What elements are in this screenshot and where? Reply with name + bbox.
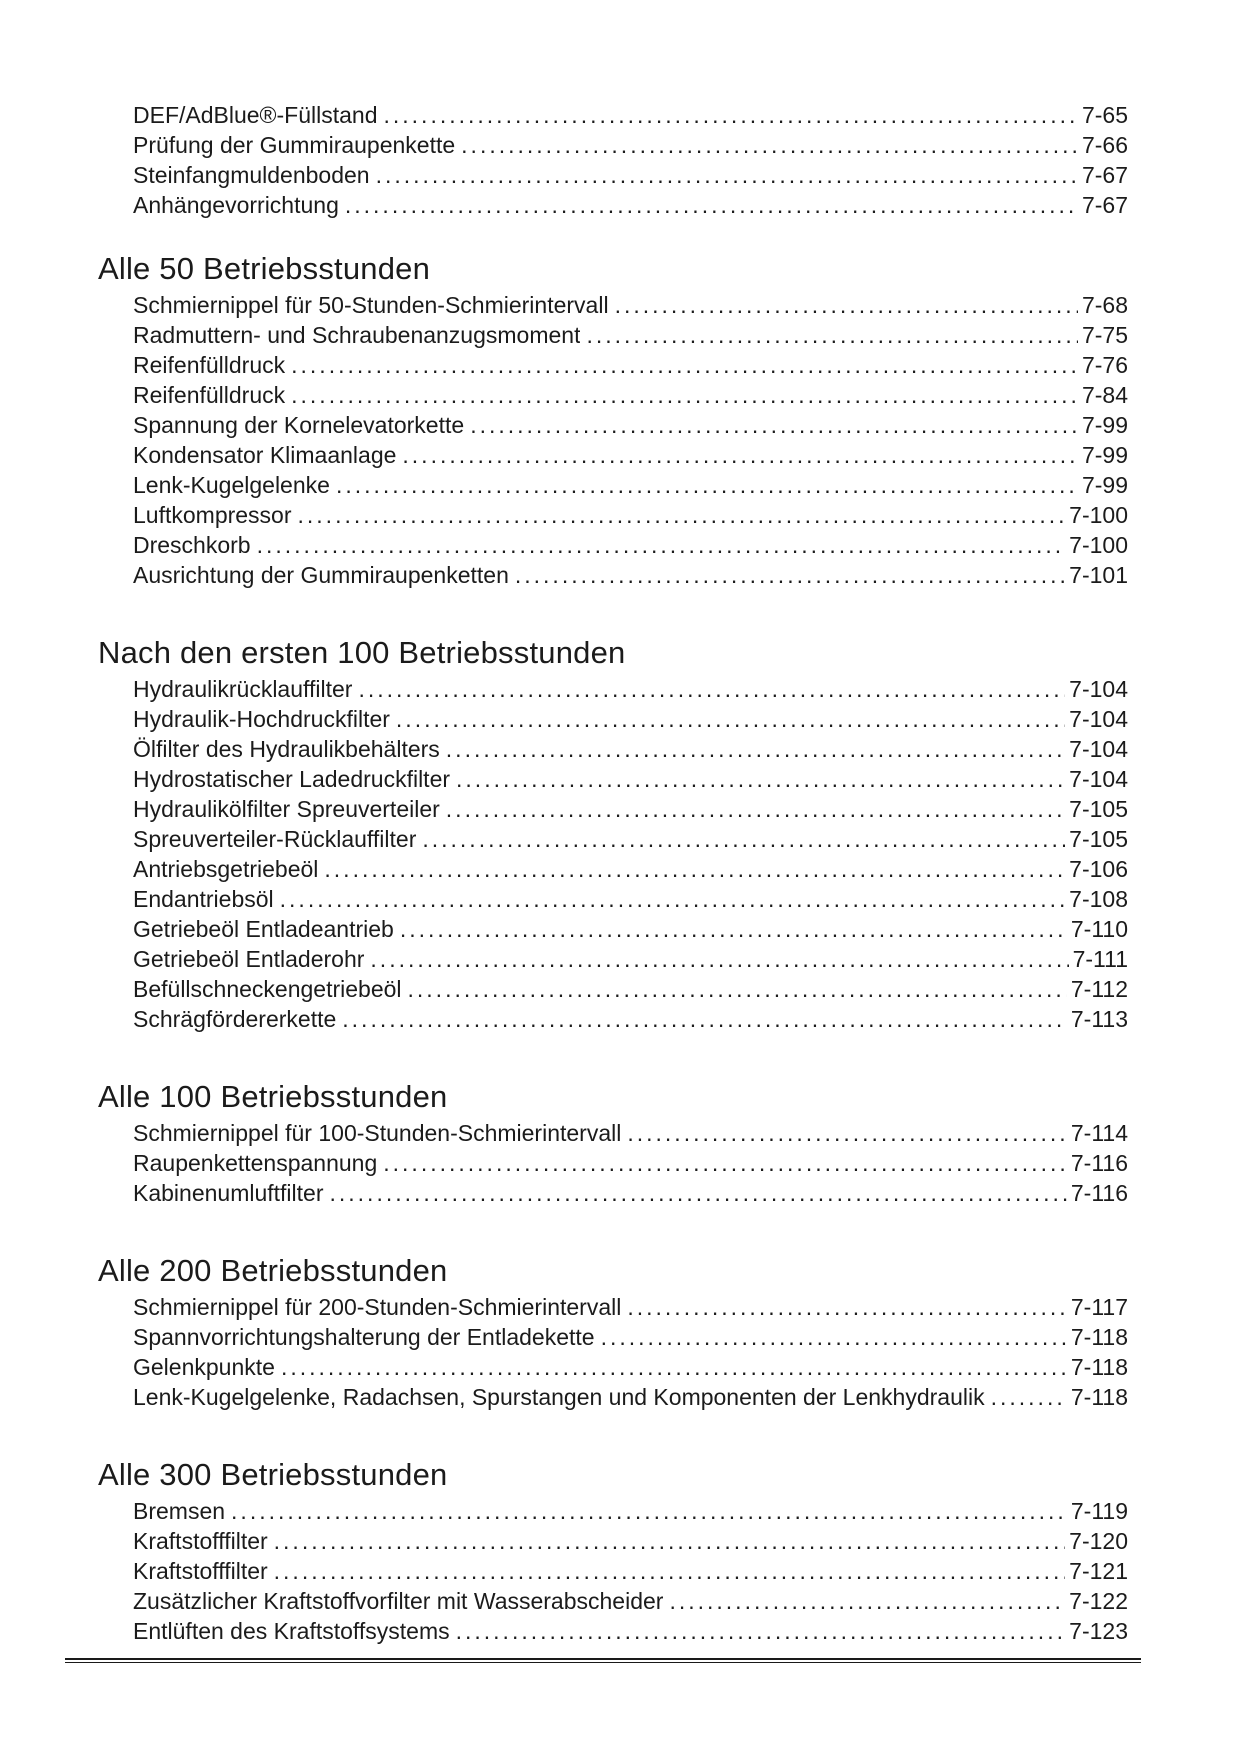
toc-entry-label: Luftkompressor <box>133 502 292 528</box>
toc-entry-label: Steinfangmuldenboden <box>133 162 370 188</box>
toc-entry-label: Prüfung der Gummiraupenkette <box>133 132 456 158</box>
toc-entry <box>98 1382 1128 1412</box>
toc-entry <box>98 440 1128 470</box>
toc-entry-page: 7-110 <box>1070 916 1128 942</box>
toc-entry-page: 7-100 <box>1069 502 1128 528</box>
toc-entry <box>98 1292 1128 1322</box>
dot-leader <box>515 560 1065 590</box>
toc-entry-label: Kabinenumluftfilter <box>133 1180 324 1206</box>
toc-entry-label: Getriebeöl Entladeantrieb <box>133 916 394 942</box>
dot-leader <box>400 914 1067 944</box>
dot-leader <box>627 1292 1067 1322</box>
toc-entry-label: Schrägfördererkette <box>133 1006 337 1032</box>
toc-entry-label: Dreschkorb <box>133 532 251 558</box>
toc-entry-label: Antriebsgetriebeöl <box>133 856 319 882</box>
toc-entry-page: 7-117 <box>1070 1294 1128 1320</box>
dot-leader <box>298 500 1066 530</box>
toc-entry <box>98 470 1128 500</box>
toc-entry <box>98 1322 1128 1352</box>
toc-entry-label: Reifenfülldruck <box>133 382 286 408</box>
dot-leader <box>370 944 1068 974</box>
toc-entry <box>98 160 1128 190</box>
toc-entry <box>98 1586 1128 1616</box>
toc-entry-label: DEF/AdBlue®-Füllstand <box>133 102 378 128</box>
toc-entry <box>98 320 1128 350</box>
toc-entry <box>98 734 1128 764</box>
toc-entry-label: Kraftstofffilter <box>133 1558 268 1584</box>
dot-leader <box>324 854 1065 884</box>
dot-leader <box>384 100 1078 130</box>
toc-entry-page: 7-118 <box>1070 1354 1128 1380</box>
toc-entry-page: 7-99 <box>1081 412 1128 438</box>
toc-entry-page: 7-104 <box>1069 766 1128 792</box>
section-heading: Alle 100 Betriebsstunden <box>98 1079 448 1114</box>
toc-entry-label: Hydrostatischer Ladedruckfilter <box>133 766 451 792</box>
toc-entry-label: Bremsen <box>133 1498 226 1524</box>
intro-entries <box>98 100 1128 220</box>
dot-leader <box>408 974 1067 1004</box>
toc-entry-label: Lenk-Kugelgelenke, Radachsen, Spurstangen und Komponenten der Lenkhydraulik <box>133 1384 985 1410</box>
dot-leader <box>274 1526 1066 1556</box>
toc-entry-page: 7-67 <box>1081 192 1128 218</box>
toc-entry <box>98 1148 1128 1178</box>
toc-entry-page: 7-105 <box>1069 826 1128 852</box>
dot-leader <box>274 1556 1066 1586</box>
toc-entry <box>98 410 1128 440</box>
toc-entry-page: 7-67 <box>1081 162 1128 188</box>
toc-entry-label: Reifenfülldruck <box>133 352 286 378</box>
toc-entry <box>98 674 1128 704</box>
toc-entry-label: Spreuverteiler-Rücklauffilter <box>133 826 417 852</box>
toc-entry <box>98 824 1128 854</box>
toc-entry-page: 7-76 <box>1081 352 1128 378</box>
toc-entry <box>98 974 1128 1004</box>
toc-entry-label: Schmiernippel für 200-Stunden-Schmierintervall <box>133 1294 622 1320</box>
toc-entry-label: Befüllschneckengetriebeöl <box>133 976 402 1002</box>
dot-leader <box>257 530 1066 560</box>
toc-entry <box>98 130 1128 160</box>
toc-entry <box>98 1556 1128 1586</box>
dot-leader <box>291 380 1078 410</box>
toc-entry-page: 7-121 <box>1069 1558 1128 1584</box>
toc-entry-label: Raupenkettenspannung <box>133 1150 378 1176</box>
toc-entry <box>98 944 1128 974</box>
toc-section <box>98 1456 1128 1646</box>
toc-entry-label: Hydraulikölfilter Spreuverteiler <box>133 796 440 822</box>
toc-entry <box>98 100 1128 130</box>
dot-leader <box>456 764 1065 794</box>
toc-entry <box>98 884 1128 914</box>
dot-leader <box>456 1616 1066 1646</box>
toc-entry-page: 7-106 <box>1069 856 1128 882</box>
toc-entry-page: 7-105 <box>1069 796 1128 822</box>
section-entries <box>98 290 1128 590</box>
toc-entry <box>98 854 1128 884</box>
dot-leader <box>396 704 1065 734</box>
toc-entry-page: 7-104 <box>1069 676 1128 702</box>
section-heading: Alle 200 Betriebsstunden <box>98 1253 448 1288</box>
dot-leader <box>461 130 1078 160</box>
toc-entry <box>98 1496 1128 1526</box>
toc-entry <box>98 914 1128 944</box>
toc-entry-page: 7-100 <box>1069 532 1128 558</box>
dot-leader <box>280 884 1066 914</box>
toc-entry-page: 7-112 <box>1070 976 1128 1002</box>
toc-section <box>98 1078 1128 1208</box>
toc-entry-page: 7-116 <box>1070 1180 1128 1206</box>
section-entries <box>98 1292 1128 1412</box>
dot-leader <box>627 1118 1067 1148</box>
toc-entry <box>98 1616 1128 1646</box>
toc-section <box>98 250 1128 590</box>
dot-leader <box>470 410 1078 440</box>
toc-entry-page: 7-118 <box>1070 1324 1128 1350</box>
toc-entry <box>98 190 1128 220</box>
section-entries <box>98 1118 1128 1208</box>
toc-entry <box>98 560 1128 590</box>
toc-entry-label: Spannvorrichtungshalterung der Entladekette <box>133 1324 595 1350</box>
toc-entry <box>98 704 1128 734</box>
dot-leader <box>358 674 1065 704</box>
toc-entry-label: Hydraulik-Hochdruckfilter <box>133 706 390 732</box>
toc-entry-label: Entlüften des Kraftstoffsystems <box>133 1618 450 1644</box>
dot-leader <box>330 1178 1067 1208</box>
toc-entry <box>98 380 1128 410</box>
dot-leader <box>586 320 1077 350</box>
toc-entry-page: 7-120 <box>1069 1528 1128 1554</box>
toc-entry-label: Schmiernippel für 50-Stunden-Schmierintervall <box>133 292 609 318</box>
toc-entry-label: Radmuttern- und Schraubenanzugsmoment <box>133 322 581 348</box>
section-heading: Alle 50 Betriebsstunden <box>98 251 431 286</box>
toc-entry-page: 7-104 <box>1069 706 1128 732</box>
toc-entry <box>98 530 1128 560</box>
toc-entry <box>98 1118 1128 1148</box>
toc-entry-label: Schmiernippel für 100-Stunden-Schmierintervall <box>133 1120 622 1146</box>
section-entries <box>98 674 1128 1034</box>
toc-entry-label: Kondensator Klimaanlage <box>133 442 397 468</box>
toc-entry-label: Ausrichtung der Gummiraupenketten <box>133 562 509 588</box>
dot-leader <box>383 1148 1067 1178</box>
toc-entry-page: 7-119 <box>1070 1498 1128 1524</box>
toc-entry-label: Ölfilter des Hydraulikbehälters <box>133 736 440 762</box>
toc-entry-page: 7-84 <box>1081 382 1128 408</box>
toc-entry <box>98 500 1128 530</box>
toc-entry-label: Endantriebsöl <box>133 886 274 912</box>
dot-leader <box>342 1004 1067 1034</box>
toc-entry-label: Anhängevorrichtung <box>133 192 339 218</box>
toc-entry-page: 7-123 <box>1069 1618 1128 1644</box>
toc-entry-page: 7-118 <box>1070 1384 1128 1410</box>
toc-entry-label: Getriebeöl Entladerohr <box>133 946 365 972</box>
toc-entry-page: 7-116 <box>1070 1150 1128 1176</box>
toc-entry <box>98 350 1128 380</box>
dot-leader <box>615 290 1078 320</box>
toc-entry-label: Hydraulikrücklauffilter <box>133 676 353 702</box>
section-entries <box>98 1496 1128 1646</box>
dot-leader <box>281 1352 1067 1382</box>
toc-entry-page: 7-68 <box>1081 292 1128 318</box>
toc-entry-page: 7-65 <box>1081 102 1128 128</box>
toc-entry-page: 7-111 <box>1072 946 1128 972</box>
toc-entry <box>98 1526 1128 1556</box>
toc-entry-page: 7-113 <box>1070 1006 1128 1032</box>
dot-leader <box>446 734 1065 764</box>
toc-entry-page: 7-104 <box>1069 736 1128 762</box>
dot-leader <box>336 470 1078 500</box>
dot-leader <box>291 350 1078 380</box>
footer-rule <box>65 1658 1141 1663</box>
toc-entry <box>98 794 1128 824</box>
section-heading: Nach den ersten 100 Betriebsstunden <box>98 635 626 670</box>
toc-entry-page: 7-75 <box>1081 322 1128 348</box>
dot-leader <box>669 1586 1065 1616</box>
toc-entry-label: Spannung der Kornelevatorkette <box>133 412 465 438</box>
section-heading: Alle 300 Betriebsstunden <box>98 1457 448 1492</box>
toc-entry <box>98 764 1128 794</box>
dot-leader <box>402 440 1078 470</box>
toc-section <box>98 1252 1128 1412</box>
toc-entry <box>98 1178 1128 1208</box>
toc-entry-page: 7-114 <box>1070 1120 1128 1146</box>
dot-leader <box>446 794 1065 824</box>
dot-leader <box>376 160 1078 190</box>
toc-entry-page: 7-101 <box>1069 562 1128 588</box>
dot-leader <box>991 1382 1067 1412</box>
toc-entry-label: Kraftstofffilter <box>133 1528 268 1554</box>
toc-entry-label: Lenk-Kugelgelenke <box>133 472 330 498</box>
toc-entry-page: 7-108 <box>1069 886 1128 912</box>
toc-sections <box>98 250 1128 1646</box>
toc-entry <box>98 1352 1128 1382</box>
toc-entry <box>98 1004 1128 1034</box>
toc-entry <box>98 290 1128 320</box>
toc-entry-page: 7-122 <box>1069 1588 1128 1614</box>
dot-leader <box>231 1496 1067 1526</box>
toc-entry-label: Gelenkpunkte <box>133 1354 275 1380</box>
dot-leader <box>422 824 1065 854</box>
toc-entry-label: Zusätzlicher Kraftstoffvorfilter mit Wasserabscheider <box>133 1588 664 1614</box>
toc-entry-page: 7-66 <box>1081 132 1128 158</box>
dot-leader <box>345 190 1078 220</box>
toc-section <box>98 634 1128 1034</box>
toc-entry-page: 7-99 <box>1081 442 1128 468</box>
toc-entry-page: 7-99 <box>1081 472 1128 498</box>
dot-leader <box>601 1322 1067 1352</box>
